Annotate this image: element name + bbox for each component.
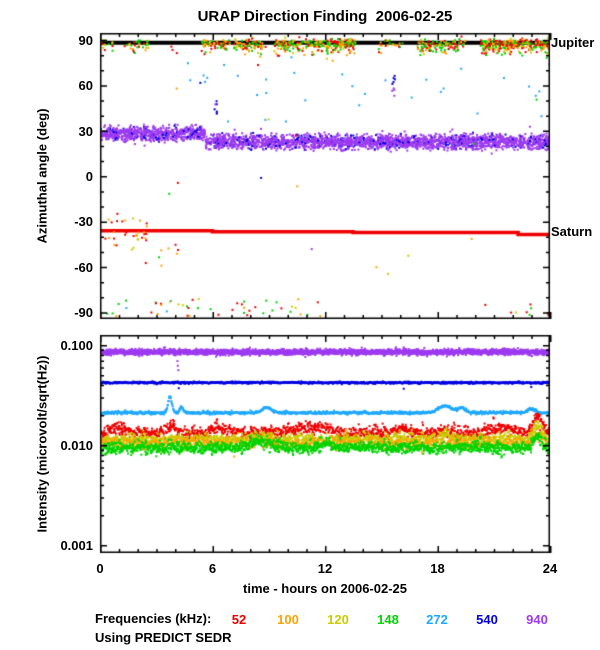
azimuth-tick-label: 30 xyxy=(78,123,93,139)
intensity-tick-label: 0.100 xyxy=(60,338,93,353)
legend-item-540-khz: 540 xyxy=(476,612,498,627)
time-tick-label: 6 xyxy=(208,561,217,576)
azimuth-tick-label: -60 xyxy=(74,259,93,275)
time-tick-label: 18 xyxy=(430,561,445,576)
legend-item-100-khz: 100 xyxy=(277,612,299,627)
chart-title: URAP Direction Finding 2006-02-25 xyxy=(197,8,453,25)
saturn-line-label: Saturn xyxy=(551,223,593,239)
legend-item-272-khz: 272 xyxy=(426,612,448,627)
legend-item-52-khz: 52 xyxy=(231,612,247,627)
jupiter-line-label: Jupiter xyxy=(551,34,595,50)
azimuth-tick-label: 60 xyxy=(78,78,93,94)
legend-item-148-khz: 148 xyxy=(377,612,399,627)
azimuth-tick-label: 0 xyxy=(85,169,93,184)
azimuth-axis-label: Azimuthal angle (deg) xyxy=(34,108,50,244)
intensity-tick-label: 0.010 xyxy=(60,438,93,453)
intensity-axis-label: Intensity (microvolt/sqrt(Hz)) xyxy=(34,355,50,533)
time-tick-label: 12 xyxy=(317,561,333,576)
azimuth-tick-label: -90 xyxy=(74,305,93,321)
time-axis-label: time - hours on 2006-02-25 xyxy=(243,581,407,596)
time-tick-label: 0 xyxy=(96,561,104,576)
intensity-tick-label: 0.001 xyxy=(60,538,93,553)
footer-note: Using PREDICT SEDR xyxy=(95,630,232,645)
time-tick-label: 24 xyxy=(542,561,558,576)
legend-item-940-khz: 940 xyxy=(526,612,548,627)
legend-title: Frequencies (kHz): xyxy=(95,611,212,626)
legend-item-120-khz: 120 xyxy=(327,612,349,627)
azimuth-tick-label: 90 xyxy=(78,32,93,48)
azimuth-tick-label: -30 xyxy=(74,214,93,230)
